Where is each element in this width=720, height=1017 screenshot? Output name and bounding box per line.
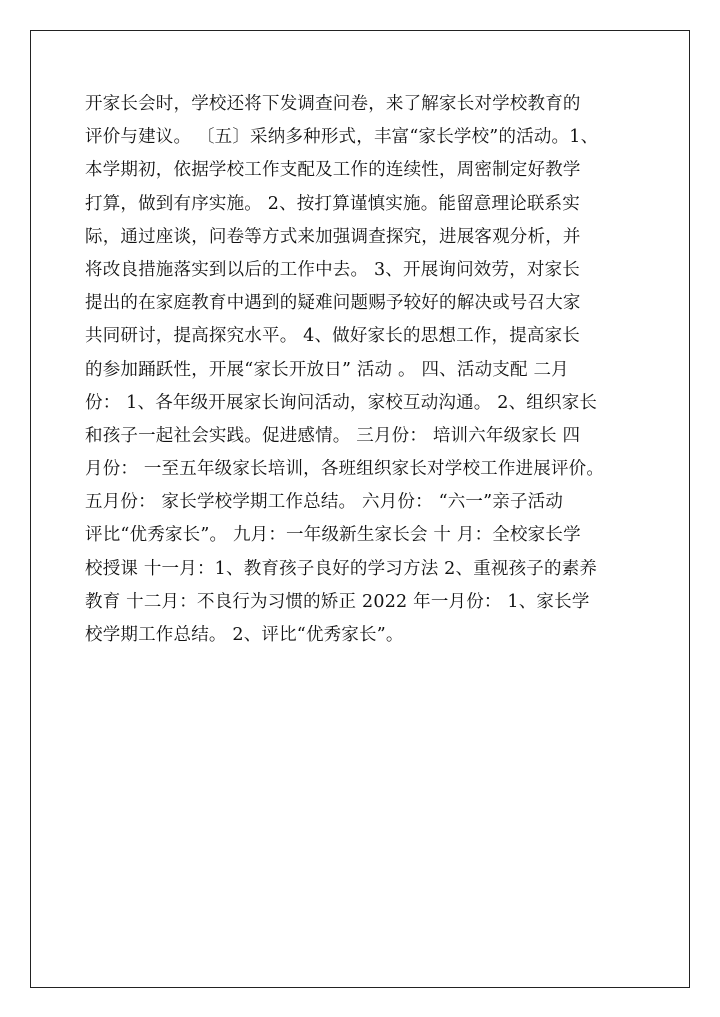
text-line: 共同研讨，提高探究水平。 4、做好家长的思想工作，提高家长 [85, 326, 580, 347]
text-line: 月份： 一至五年级家长培训，各班组织家长对学校工作进展评价。 [85, 459, 605, 480]
text-line: 教育 十二月：不良行为习惯的矫正 2022 年一月份： 1、家长学 [85, 591, 590, 612]
text-line: 打算，做到有序实施。 2、按打算谨慎实施。能留意理论联系实 [85, 193, 580, 214]
text-line: 的参加踊跃性，开展“家长开放日” 活动 。 四、活动支配 二月 [85, 359, 569, 380]
text-line: 提出的在家庭教育中遇到的疑难问题赐予较好的解决或号召大家 [85, 293, 581, 314]
text-line: 校学期工作总结。 2、评比“优秀家长”。 [85, 625, 404, 645]
text-line: 际，通过座谈，问卷等方式来加强调查探究，进展客观分析，并 [85, 226, 581, 247]
text-line: 份： 1、各年级开展家长询问活动，家校互动沟通。 2、组织家长 [85, 392, 598, 413]
text-line: 评价与建议。 〔五〕采纳多种形式，丰富“家长学校”的活动。1、 [85, 127, 599, 148]
text-line: 开家长会时，学校还将下发调查问卷，来了解家长对学校教育的 [85, 94, 581, 114]
text-line: 将改良措施落实到以后的工作中去。 3、开展询问效劳，对家长 [85, 259, 580, 280]
text-line: 校授课 十一月：1、教育孩子良好的学习方法 2、重视孩子的素养 [85, 558, 598, 579]
document-body [85, 88, 645, 652]
text-line: 评比“优秀家长”。 九月：一年级新生家长会 十 月：全校家长学 [85, 525, 581, 546]
text-line: 本学期初，依据学校工作支配及工作的连续性，周密制定好教学 [85, 160, 581, 181]
text-line: 和孩子一起社会实践。促进感情。 三月份： 培训六年级家长 四 [85, 425, 581, 446]
text-line: 五月份： 家长学校学期工作总结。 六月份： “六一”亲子活动 [85, 492, 564, 513]
